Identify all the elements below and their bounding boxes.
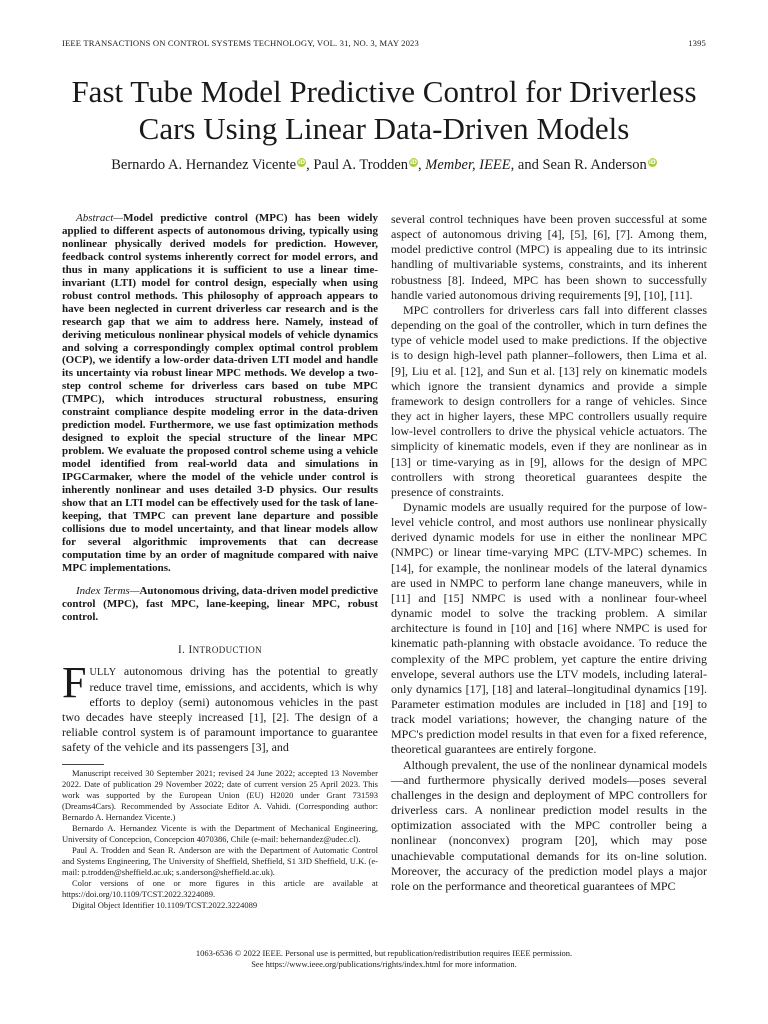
orcid-icon[interactable]: iD bbox=[410, 159, 418, 166]
copyright-line-2: See https://www.ieee.org/publications/rights/index.html for more information. bbox=[251, 959, 517, 969]
section-title-rest: NTRODUCTION bbox=[192, 644, 263, 655]
orcid-icon[interactable]: iD bbox=[648, 159, 656, 166]
author-2: Paul A. Trodden bbox=[313, 157, 409, 173]
author-separator: , bbox=[418, 157, 426, 173]
body-paragraph: MPC controllers for driverless cars fall into different classes depending on the goal of the controller, which in turn defines the type of vehicle model used to make predictions. If the objective is to design high-level path planner–followers, then Lima et al. [9], Liu et al. [12], and Sun et al. [13] rely on kinematic models which ignore the transient dynamics and provide a simple framework to design controllers for a range of vehicles. Since they act in higher layers, these MPC controllers usually require low-level controllers to drive the physical vehicle actuators. The simplicity of kinematic models, even if they are nonlinear as in [13] or time-varying as in [9], allows for the design of MPC controllers with strong theoretical guarantees despite the presence of constraints. bbox=[391, 302, 707, 499]
footnote-manuscript: Manuscript received 30 September 2021; revised 24 June 2022; accepted 13 November 2022. Date of publication 29 November 2022; date of current version 25 April 2023. This work was supported by the European Union (EU) H2020 under Grant 731593 (Dreams4Cars). Recommended by Associate Editor A. Vahidi. (Corresponding author: Bernardo A. Hernandez Vicente.) bbox=[62, 768, 378, 822]
footnotes bbox=[62, 768, 378, 911]
abstract bbox=[62, 212, 378, 575]
section-heading-introduction bbox=[62, 644, 378, 656]
index-terms bbox=[62, 585, 378, 624]
footnote-rule bbox=[62, 764, 104, 765]
footnote-color-versions: Color versions of one or more figures in this article are available at https://doi.org/10.1109/TCST.2022.3224089. bbox=[62, 878, 378, 899]
drop-cap: F bbox=[62, 657, 87, 707]
intro-smallcaps: ULLY bbox=[89, 666, 117, 678]
title-line-1: Fast Tube Model Predictive Control for Driverless bbox=[71, 74, 697, 109]
running-header bbox=[62, 38, 706, 52]
footnote-author-2-3: Paul A. Trodden and Sean R. Anderson are with the Department of Automatic Control and Systems Engineering, The University of Sheffield, Sheffield, S1 3JD Sheffield, U.K. (e-mail: p.trodden@sheffield.ac.uk; s.anderson@sheffield.ac.uk). bbox=[62, 845, 378, 877]
orcid-icon[interactable]: iD bbox=[298, 159, 306, 166]
intro-text: autonomous driving has the potential to greatly reduce travel time, emissions, and accidents, which is why efforts to deploy (semi) autonomous vehicles in the past two decades have steeply increased [1], [2]. The design of a reliable control system is of paramount importance to guarantee safety of the vehicle and its passengers [3], and bbox=[62, 663, 378, 755]
title-line-2: Cars Using Linear Data-Driven Models bbox=[138, 111, 630, 146]
copyright-line-1: 1063-6536 © 2022 IEEE. Personal use is permitted, but republication/redistribution requires IEEE permission. bbox=[195, 948, 573, 958]
intro-paragraph bbox=[62, 657, 378, 756]
footnote-doi: Digital Object Identifier 10.1109/TCST.2022.3224089 bbox=[72, 900, 258, 910]
journal-name: IEEE TRANSACTIONS ON CONTROL SYSTEMS TECHNOLOGY, VOL. 31, NO. 3, MAY 2023 bbox=[62, 38, 419, 48]
index-terms-lead: Index Terms— bbox=[76, 584, 140, 597]
author-separator: , and bbox=[510, 157, 543, 173]
abstract-text: Model predictive control (MPC) has been widely applied to different aspects of autonomous driving, typically using nonlinear physically derived models for prediction. However, feedback control systems inherently correct for model errors, and thus in many applications it is sufficient to use a linear time-invariant (LTI) model for control design, especially when using robust control methods. This philosophy of approach appears to have been neglected in current driverless car research and is the research gap that we aim to address here. Namely, instead of deriving meticulous nonlinear physical models of vehicle dynamics and solving a correspondingly complex optimal control problem (OCP), we identify a low-order data-driven LTI model and handle its uncertainty via robust linear MPC methods. We develop a two-step control scheme for driverless cars based on tube MPC (TMPC), which introduces structural robustness, ensuring constraint compliance despite modeling error in the data-driven prediction model. Furthermore, we use fast optimization methods designed to exploit the special structure of the linear MPC problem. We evaluate the proposed control scheme using a vehicle model identified from real-world data and simulations in IPGCarmaker, where the model of the vehicle under control is inherently nonlinear and uses detailed 3-D physics. Our results show that an LTI model can be effectively used for the task of lane-keeping, that TMPC can prevent lane departure and possible collisions due to model uncertainty, and that linear models allow for several algorithmic improvements that can decrease computation time by an order of magnitude compared with naive MPC implementations. bbox=[62, 212, 378, 574]
paper-title bbox=[40, 73, 728, 147]
author-3: Sean R. Anderson bbox=[542, 157, 647, 173]
author-list bbox=[40, 156, 728, 174]
index-terms-text: Autonomous driving, data-driven model predictive control (MPC), fast MPC, lane-keeping, linear MPC, robust control. bbox=[62, 584, 378, 623]
author-1: Bernardo A. Hernandez Vicente bbox=[111, 157, 297, 173]
page-number: 1395 bbox=[688, 38, 706, 48]
right-column bbox=[391, 212, 707, 894]
copyright-notice bbox=[40, 948, 728, 970]
section-number: I. bbox=[177, 643, 189, 656]
left-column bbox=[62, 212, 378, 755]
section-initial: I bbox=[188, 643, 193, 656]
author-membership: Member, IEEE bbox=[425, 157, 511, 173]
author-separator: , bbox=[306, 157, 314, 173]
body-paragraph: Dynamic models are usually required for the purpose of low-level vehicle control, and most authors use nonlinear physically derived dynamic models for use in either the nonlinear MPC (NMPC) or linear time-varying MPC (LTV-MPC) schemes. In [14], for example, the nonlinear models of the lateral dynamics are used in NMPC to perform lane change maneuvers, while in [11] and [15] NMPC is used with a nonlinear four-wheel dynamic model to solve the tracking problem. A similar architecture is found in [10] and [16] where NMPC is used for kinematic path-planning with obstacle avoidance. To reduce the complexity of the MPC problem, yet capture the entire driving envelope, several authors use the LTV models, including lateral-only dynamics [17], [18] and lateral–longitudinal dynamics [19]. Parameter estimation modules are included in [18] and [19] to track model variations; however, the changing nature of the MPC's prediction model results in that even for a fixed reference, theoretical guarantees are entirely forgone. bbox=[391, 499, 707, 757]
abstract-lead: Abstract— bbox=[76, 212, 124, 224]
body-paragraph: several control techniques have been proven successful at some aspect of autonomous driving [4], [5], [6], [7]. Among them, model predictive control (MPC) is appealing due to its intrinsic handling of multivariable systems, constraints, and its inherent robustness [8]. Indeed, MPC has been shown to successfully handle varied autonomous driving requirements [9], [10], [11]. bbox=[391, 212, 707, 302]
body-paragraph: Although prevalent, the use of the nonlinear dynamical models—and furthermore physically derived models—poses several challenges in the design and deployment of MPC controllers for driverless cars. A nonlinear prediction model results in the optimization associated with the MPC controller being a nonlinear (nonconvex) program [20], which may pose unachievable computational demands for its on-line solution. Moreover, the accuracy of the prediction model plays a major role on the performance and theoretical guarantees of MPC bbox=[391, 757, 707, 893]
footnote-author-1: Bernardo A. Hernandez Vicente is with the Department of Mechanical Engineering, University of Concepcion, Concepcion 4070386, Chile (e-mail: behernandez@udec.cl). bbox=[62, 823, 378, 844]
